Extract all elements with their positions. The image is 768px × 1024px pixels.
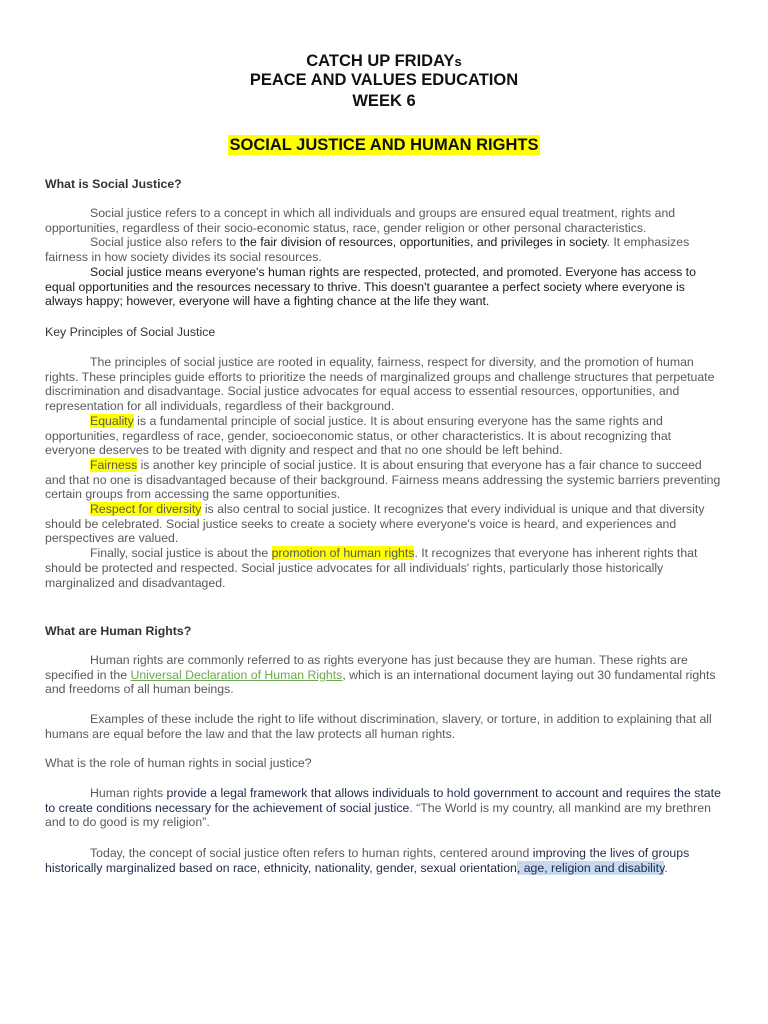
section-social-justice <box>45 206 721 309</box>
topic-title-wrap <box>0 135 768 155</box>
paragraph: Social justice also refers to the fair division of resources, opportunities, and privileges in society. It emphasizes fairness in how society divides its social resources. <box>45 235 690 265</box>
section-human-rights-p1 <box>45 653 721 697</box>
header-line-3: WEEK 6 <box>352 92 416 110</box>
highlight-promotion: promotion of human rights <box>271 546 415 561</box>
udhr-link[interactable]: Universal Declaration of Human Rights <box>130 667 343 682</box>
section-heading-human-rights: What are Human Rights? <box>45 624 192 638</box>
highlight-fairness: Fairness <box>90 457 138 472</box>
paragraph: Human rights are commonly referred to as rights everyone has just because they are human. These rights are specified in the Universal Declaration of Human Rights, which is an international document laying out 30 fundamental rights and freedoms of all human beings. <box>45 653 716 697</box>
paragraph: Social justice means everyone's human rights are respected, protected, and promoted. Everyone has access to equal opportunities and the resources necessary to thrive. This doesn't guarantee a perfect society where everyone is always happy; however, everyone will have a fighting chance at the life they want. <box>45 264 696 309</box>
highlight-equality: Equality <box>90 413 134 428</box>
question-role-of-human-rights: What is the role of human rights in social justice? <box>45 756 312 770</box>
paragraph: Examples of these include the right to life without discrimination, slavery, or torture, in addition to explaining that all humans are equal before the law and that the law protects all human rights. <box>45 712 712 741</box>
paragraph-fairness: Fairness is another key principle of social justice. It is about ensuring that everyone has a fair chance to succeed and that no one is disadvantaged because of their background. Fairness means addressing the systemic barriers preventing certain groups from accessing the same opportunities. <box>45 457 721 502</box>
paragraph: Today, the concept of social justice often refers to human rights, centered around improving the lives of groups historically marginalized based on race, ethnicity, nationality, gender, sexual orientation, age, religion and disability. <box>45 846 690 875</box>
paragraph-equality: Equality is a fundamental principle of social justice. It is about ensuring everyone has the same rights and opportunities, regardless of race, gender, socioeconomic status, or other characteristics. It is about recognizing that everyone deserves to be treated with dignity and respect and that no one should be left behind. <box>45 413 672 458</box>
paragraph-human-rights-promotion: Finally, social justice is about the promotion of human rights. It recognizes that everyone has inherent rights that should be protected and respected. Social justice advocates for all individuals' rights, particularly those historically marginalized and disadvantaged. <box>45 546 698 590</box>
section-heading-social-justice: What is Social Justice? <box>45 177 182 191</box>
paragraph: The principles of social justice are rooted in equality, fairness, respect for diversity, and the promotion of human rights. These principles guide efforts to prioritize the needs of marginalized groups and challenge structures that perpetuate discrimination and disadvantage. Social justice advocates for equal access to essential resources, opportunities, and representation for all individuals, regardless of their background. <box>45 355 715 414</box>
section-human-rights-p4 <box>45 846 721 875</box>
paragraph: Social justice refers to a concept in which all individuals and groups are ensured equal treatment, rights and opportunities, regardless of their socio-economic status, race, gender religion or other personal characteristics. <box>45 206 676 235</box>
highlight-diversity: Respect for diversity <box>90 502 202 517</box>
topic-title: SOCIAL JUSTICE AND HUMAN RIGHTS <box>229 136 539 154</box>
section-human-rights-p2 <box>45 712 721 741</box>
paragraph: Human rights provide a legal framework that allows individuals to hold government to account and requires the state to create conditions necessary for the achievement of social justice. “The World is my country, all mankind are my brethren and to do good is my religion”. <box>45 786 721 830</box>
paragraph-diversity: Respect for diversity is also central to social justice. It recognizes that every individual is unique and that diversity should be celebrated. Social justice seeks to create a society where everyone's voice is heard, and experiences and perspectives are valued. <box>45 502 705 546</box>
section-heading-key-principles: Key Principles of Social Justice <box>45 325 216 339</box>
section-human-rights-p3 <box>45 786 721 830</box>
header-line-2: PEACE AND VALUES EDUCATION <box>249 71 519 89</box>
selected-text: , age, religion and disability <box>516 860 665 875</box>
section-key-principles <box>45 355 721 590</box>
header-line-1: CATCH UP FRIDAYs <box>306 52 462 70</box>
